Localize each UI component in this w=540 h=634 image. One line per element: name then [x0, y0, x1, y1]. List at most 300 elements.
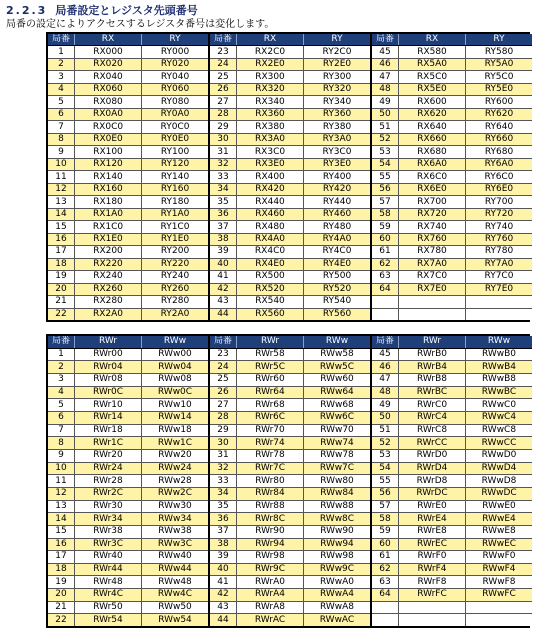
station-number-cell: 25: [217, 71, 229, 82]
station-number-cell: 2: [58, 59, 64, 70]
station-number-cell: 22: [55, 308, 67, 319]
register-cell: RWwAC: [303, 614, 370, 626]
register-cell: RX600: [398, 96, 465, 107]
register-cell: RWwA4: [303, 589, 370, 601]
register-cell: RWr04: [74, 361, 141, 373]
station-number-cell: 38: [217, 538, 229, 549]
register-cell: RX340: [236, 96, 303, 107]
register-cell: RY040: [141, 71, 208, 82]
column-header: 局番: [375, 34, 394, 45]
table-row: [210, 463, 370, 476]
column-header: RWr: [74, 336, 141, 348]
table-row: [210, 196, 370, 208]
register-cell: RY6E0: [465, 184, 532, 195]
register-cell: RX1C0: [74, 221, 141, 232]
register-cell: RWr28: [74, 475, 141, 487]
empty-row: [372, 614, 532, 626]
station-number-cell: 26: [217, 386, 229, 397]
register-cell: RX200: [74, 246, 141, 257]
table-row: [210, 437, 370, 450]
station-number-cell: 6: [58, 109, 64, 120]
station-number-cell: 29: [217, 424, 229, 435]
table-row: [372, 349, 532, 362]
table-row: [372, 209, 532, 221]
table-row: [372, 374, 532, 387]
register-cell: RWr20: [74, 450, 141, 462]
station-number-cell: 14: [55, 513, 67, 524]
register-cell: RWr4C: [74, 589, 141, 601]
column-header: 局番: [51, 336, 70, 347]
register-cell: RX2A0: [74, 309, 141, 320]
register-cell: RY440: [303, 196, 370, 207]
register-cell: [398, 296, 465, 307]
table-row: [210, 71, 370, 83]
table-row: [372, 564, 532, 577]
station-number-cell: 21: [55, 602, 67, 613]
register-cell: RX320: [236, 84, 303, 95]
column-header: RWr: [236, 336, 303, 348]
register-cell: RY620: [465, 109, 532, 120]
register-cell: RWr5C: [236, 361, 303, 373]
table-row: [48, 614, 208, 626]
column-header: 局番: [213, 336, 232, 347]
station-number-cell: 50: [379, 109, 391, 120]
register-cell: RY600: [465, 96, 532, 107]
section-subtitle: 局番の設定によりアクセスするレジスタ番号は変化します。: [6, 19, 275, 30]
station-number-cell: 8: [58, 134, 64, 145]
table-row: [210, 271, 370, 283]
register-cell: RWw4C: [141, 589, 208, 601]
station-number-cell: 1: [58, 348, 64, 359]
table-row: [48, 196, 208, 208]
register-cell: RWrF8: [398, 576, 465, 588]
register-cell: RWwCC: [465, 437, 532, 449]
station-number-cell: 33: [217, 475, 229, 486]
station-number-cell: 18: [55, 564, 67, 575]
register-cell: RWr84: [236, 488, 303, 500]
table-row: [48, 221, 208, 233]
table-row: [210, 399, 370, 412]
register-cell: RY660: [465, 134, 532, 145]
register-cell: RWwF8: [465, 576, 532, 588]
register-cell: RWwB8: [465, 374, 532, 386]
register-cell: RX680: [398, 146, 465, 157]
table-row: [372, 184, 532, 196]
table-row: [48, 475, 208, 488]
register-cell: RY700: [465, 196, 532, 207]
station-number-cell: 61: [379, 246, 391, 257]
register-cell: RWw38: [141, 526, 208, 538]
table-block: [48, 34, 208, 320]
table-row: [48, 84, 208, 96]
table-block: [370, 336, 532, 626]
table-row: [48, 271, 208, 283]
register-cell: RWr7C: [236, 463, 303, 475]
station-number-cell: 9: [58, 450, 64, 461]
station-number-cell: 49: [379, 399, 391, 410]
station-number-cell: 24: [217, 361, 229, 372]
station-number-cell: 61: [379, 551, 391, 562]
table-row: [48, 171, 208, 183]
register-cell: RWw1C: [141, 437, 208, 449]
register-cell: RWw50: [141, 602, 208, 614]
table-row: [48, 96, 208, 108]
table-row: [48, 284, 208, 296]
register-cell: RWw98: [303, 551, 370, 563]
section-number: 2.2.3: [6, 4, 48, 17]
register-cell: RX040: [74, 71, 141, 82]
table-row: [372, 488, 532, 501]
table-row: [48, 259, 208, 271]
register-cell: RX260: [74, 284, 141, 295]
station-number-cell: 12: [55, 184, 67, 195]
station-number-cell: 64: [379, 589, 391, 600]
station-number-cell: 16: [55, 233, 67, 244]
register-cell: RWr58: [236, 349, 303, 361]
register-cell: RY7E0: [465, 284, 532, 295]
table-block: [48, 336, 208, 626]
register-cell: RWw2C: [141, 488, 208, 500]
register-cell: RY480: [303, 221, 370, 232]
table-row: [48, 437, 208, 450]
table-row: [372, 526, 532, 539]
station-number-cell: 47: [379, 71, 391, 82]
station-number-cell: 35: [217, 500, 229, 511]
register-cell: RWr70: [236, 425, 303, 437]
register-cell: RWw70: [303, 425, 370, 437]
register-cell: RWw60: [303, 374, 370, 386]
register-cell: RWwC4: [465, 412, 532, 424]
register-cell: RY0C0: [141, 121, 208, 132]
register-cell: RWrA4: [236, 589, 303, 601]
table-row: [372, 437, 532, 450]
column-header: RWw: [465, 336, 532, 348]
station-number-cell: 19: [55, 576, 67, 587]
station-number-cell: 17: [55, 551, 67, 562]
station-number-cell: 1: [58, 46, 64, 57]
register-cell: RWrE8: [398, 526, 465, 538]
table-row: [210, 501, 370, 514]
table-row: [210, 184, 370, 196]
register-cell: RWr14: [74, 412, 141, 424]
table-header-row: [372, 336, 532, 349]
table-row: [48, 374, 208, 387]
register-cell: RWw84: [303, 488, 370, 500]
register-cell: RWrA0: [236, 576, 303, 588]
register-cell: RX440: [236, 196, 303, 207]
register-cell: RY140: [141, 171, 208, 182]
station-number-cell: 51: [379, 121, 391, 132]
register-cell: RWr80: [236, 475, 303, 487]
register-cell: RY0E0: [141, 134, 208, 145]
column-header: RWw: [141, 336, 208, 348]
table-row: [210, 84, 370, 96]
station-number-cell: 59: [379, 221, 391, 232]
register-cell: RWwC0: [465, 399, 532, 411]
station-number-cell: 52: [379, 437, 391, 448]
register-cell: RWw78: [303, 450, 370, 462]
register-cell: RY680: [465, 146, 532, 157]
table-row: [48, 296, 208, 308]
table-row: [372, 412, 532, 425]
station-number-cell: 44: [217, 614, 229, 625]
column-header: RWw: [303, 336, 370, 348]
column-header: RY: [303, 34, 370, 45]
table-row: [48, 463, 208, 476]
station-number-cell: 56: [379, 184, 391, 195]
table-row: [210, 539, 370, 552]
register-cell: RWw34: [141, 513, 208, 525]
register-cell: RY460: [303, 209, 370, 220]
station-number-cell: [372, 614, 398, 626]
register-cell: RWw18: [141, 425, 208, 437]
register-cell: RY160: [141, 184, 208, 195]
table-row: [372, 109, 532, 121]
station-number-cell: 63: [379, 271, 391, 282]
register-cell: RX380: [236, 121, 303, 132]
table-row: [48, 184, 208, 196]
table-header-row: [210, 34, 370, 46]
register-cell: RY520: [303, 284, 370, 295]
register-cell: RY3C0: [303, 146, 370, 157]
register-cell: RWw3C: [141, 539, 208, 551]
station-number-cell: 2: [58, 361, 64, 372]
register-cell: RWr3C: [74, 539, 141, 551]
register-cell: RX4C0: [236, 246, 303, 257]
table-row: [210, 59, 370, 71]
register-cell: RWrAC: [236, 614, 303, 626]
station-number-cell: 34: [217, 184, 229, 195]
table-row: [210, 209, 370, 221]
table-row: [372, 513, 532, 526]
table-header-row: [210, 336, 370, 349]
table-row: [210, 564, 370, 577]
station-number-cell: 8: [58, 437, 64, 448]
register-cell: RX5C0: [398, 71, 465, 82]
station-number-cell: 54: [379, 462, 391, 473]
register-cell: RWw68: [303, 399, 370, 411]
table-row: [372, 589, 532, 602]
register-cell: RWrE0: [398, 501, 465, 513]
station-number-cell: 9: [58, 146, 64, 157]
register-cell: RWr18: [74, 425, 141, 437]
empty-row: [372, 296, 532, 308]
table-row: [210, 96, 370, 108]
table-row: [210, 551, 370, 564]
table-block: [208, 34, 370, 320]
station-number-cell: [372, 296, 398, 307]
register-cell: RWrF4: [398, 564, 465, 576]
table-row: [372, 475, 532, 488]
table-row: [48, 551, 208, 564]
table-row: [372, 71, 532, 83]
register-cell: RY080: [141, 96, 208, 107]
table-row: [210, 361, 370, 374]
register-cell: RX4E0: [236, 259, 303, 270]
register-cell: RWwA8: [303, 602, 370, 614]
table-row: [48, 576, 208, 589]
register-cell: RX020: [74, 59, 141, 70]
table-row: [372, 234, 532, 246]
register-cell: RX640: [398, 121, 465, 132]
station-number-cell: 13: [55, 196, 67, 207]
register-cell: RX7C0: [398, 271, 465, 282]
table-block: [370, 34, 532, 320]
register-cell: RWr30: [74, 501, 141, 513]
register-cell: RX0C0: [74, 121, 141, 132]
column-header: 局番: [51, 34, 70, 45]
register-cell: RY500: [303, 271, 370, 282]
station-number-cell: 35: [217, 196, 229, 207]
table-row: [48, 309, 208, 320]
register-cell: RWwE4: [465, 513, 532, 525]
station-number-cell: 41: [217, 576, 229, 587]
register-cell: RWr60: [236, 374, 303, 386]
register-cell: RWr54: [74, 614, 141, 626]
table-row: [48, 246, 208, 258]
register-cell: RWrE4: [398, 513, 465, 525]
station-number-cell: 36: [217, 513, 229, 524]
register-cell: RX500: [236, 271, 303, 282]
table-row: [48, 539, 208, 552]
station-number-cell: 46: [379, 59, 391, 70]
station-number-cell: 5: [58, 96, 64, 107]
station-number-cell: 57: [379, 196, 391, 207]
station-number-cell: 51: [379, 424, 391, 435]
table-row: [210, 46, 370, 58]
register-cell: RWwEC: [465, 539, 532, 551]
table-row: [48, 425, 208, 438]
table-header-row: [372, 34, 532, 46]
table-row: [372, 146, 532, 158]
register-cell: RWrDC: [398, 488, 465, 500]
register-cell: RWw14: [141, 412, 208, 424]
register-cell: RX060: [74, 84, 141, 95]
table-row: [210, 171, 370, 183]
io-register-table: [46, 32, 530, 322]
register-cell: RWr10: [74, 399, 141, 411]
register-cell: RX3C0: [236, 146, 303, 157]
register-cell: RWr24: [74, 463, 141, 475]
register-cell: RWw10: [141, 399, 208, 411]
station-number-cell: 33: [217, 171, 229, 182]
register-cell: RWr00: [74, 349, 141, 361]
register-cell: RY280: [141, 296, 208, 307]
register-cell: RWrD8: [398, 475, 465, 487]
station-number-cell: 15: [55, 221, 67, 232]
register-cell: RWr38: [74, 526, 141, 538]
table-row: [372, 59, 532, 71]
register-cell: RX480: [236, 221, 303, 232]
register-cell: RY4E0: [303, 259, 370, 270]
register-cell: RWr88: [236, 501, 303, 513]
register-cell: RWw64: [303, 387, 370, 399]
register-cell: RWr98: [236, 551, 303, 563]
station-number-cell: [372, 309, 398, 320]
table-row: [372, 46, 532, 58]
register-cell: RX3E0: [236, 159, 303, 170]
word-register-table: [46, 334, 530, 628]
station-number-cell: 5: [58, 399, 64, 410]
section-title: 局番設定とレジスタ先頭番号: [55, 4, 198, 17]
register-cell: RX180: [74, 196, 141, 207]
table-row: [210, 450, 370, 463]
station-number-cell: 20: [55, 283, 67, 294]
register-cell: RWr1C: [74, 437, 141, 449]
register-cell: RX2E0: [236, 59, 303, 70]
register-cell: RY7C0: [465, 271, 532, 282]
register-cell: RWwE8: [465, 526, 532, 538]
register-cell: RWr34: [74, 513, 141, 525]
station-number-cell: 40: [217, 564, 229, 575]
table-row: [48, 589, 208, 602]
table-row: [372, 450, 532, 463]
station-number-cell: 27: [217, 96, 229, 107]
register-cell: RX220: [74, 259, 141, 270]
table-row: [372, 539, 532, 552]
register-cell: RY260: [141, 284, 208, 295]
register-cell: RX5E0: [398, 84, 465, 95]
station-number-cell: 34: [217, 488, 229, 499]
table-row: [372, 284, 532, 296]
register-cell: RWwB0: [465, 349, 532, 361]
register-cell: [398, 614, 465, 626]
register-cell: RY400: [303, 171, 370, 182]
register-cell: RWwD0: [465, 450, 532, 462]
register-cell: [398, 309, 465, 320]
register-cell: RX6E0: [398, 184, 465, 195]
station-number-cell: 54: [379, 159, 391, 170]
register-cell: RWr64: [236, 387, 303, 399]
register-cell: RY5E0: [465, 84, 532, 95]
station-number-cell: 60: [379, 233, 391, 244]
register-cell: RWrFC: [398, 589, 465, 601]
register-cell: RWwC8: [465, 425, 532, 437]
register-cell: RWw9C: [303, 564, 370, 576]
register-cell: RWr44: [74, 564, 141, 576]
register-cell: RX6C0: [398, 171, 465, 182]
table-row: [48, 361, 208, 374]
station-number-cell: 41: [217, 271, 229, 282]
table-row: [210, 475, 370, 488]
register-cell: [465, 614, 532, 626]
table-row: [48, 450, 208, 463]
station-number-cell: 37: [217, 221, 229, 232]
station-number-cell: 49: [379, 96, 391, 107]
table-row: [372, 501, 532, 514]
table-row: [210, 309, 370, 320]
station-number-cell: 27: [217, 399, 229, 410]
register-cell: RY1A0: [141, 209, 208, 220]
register-cell: RY760: [465, 234, 532, 245]
register-cell: RWrA8: [236, 602, 303, 614]
register-cell: RWrC0: [398, 399, 465, 411]
table-row: [372, 221, 532, 233]
table-row: [210, 221, 370, 233]
register-cell: RY060: [141, 84, 208, 95]
table-row: [210, 425, 370, 438]
register-cell: RY5C0: [465, 71, 532, 82]
station-number-cell: 44: [217, 308, 229, 319]
station-number-cell: 25: [217, 374, 229, 385]
station-number-cell: 30: [217, 437, 229, 448]
register-cell: RWr90: [236, 526, 303, 538]
station-number-cell: 28: [217, 412, 229, 423]
table-row: [210, 284, 370, 296]
table-row: [210, 374, 370, 387]
register-cell: RWw5C: [303, 361, 370, 373]
station-number-cell: 3: [58, 374, 64, 385]
